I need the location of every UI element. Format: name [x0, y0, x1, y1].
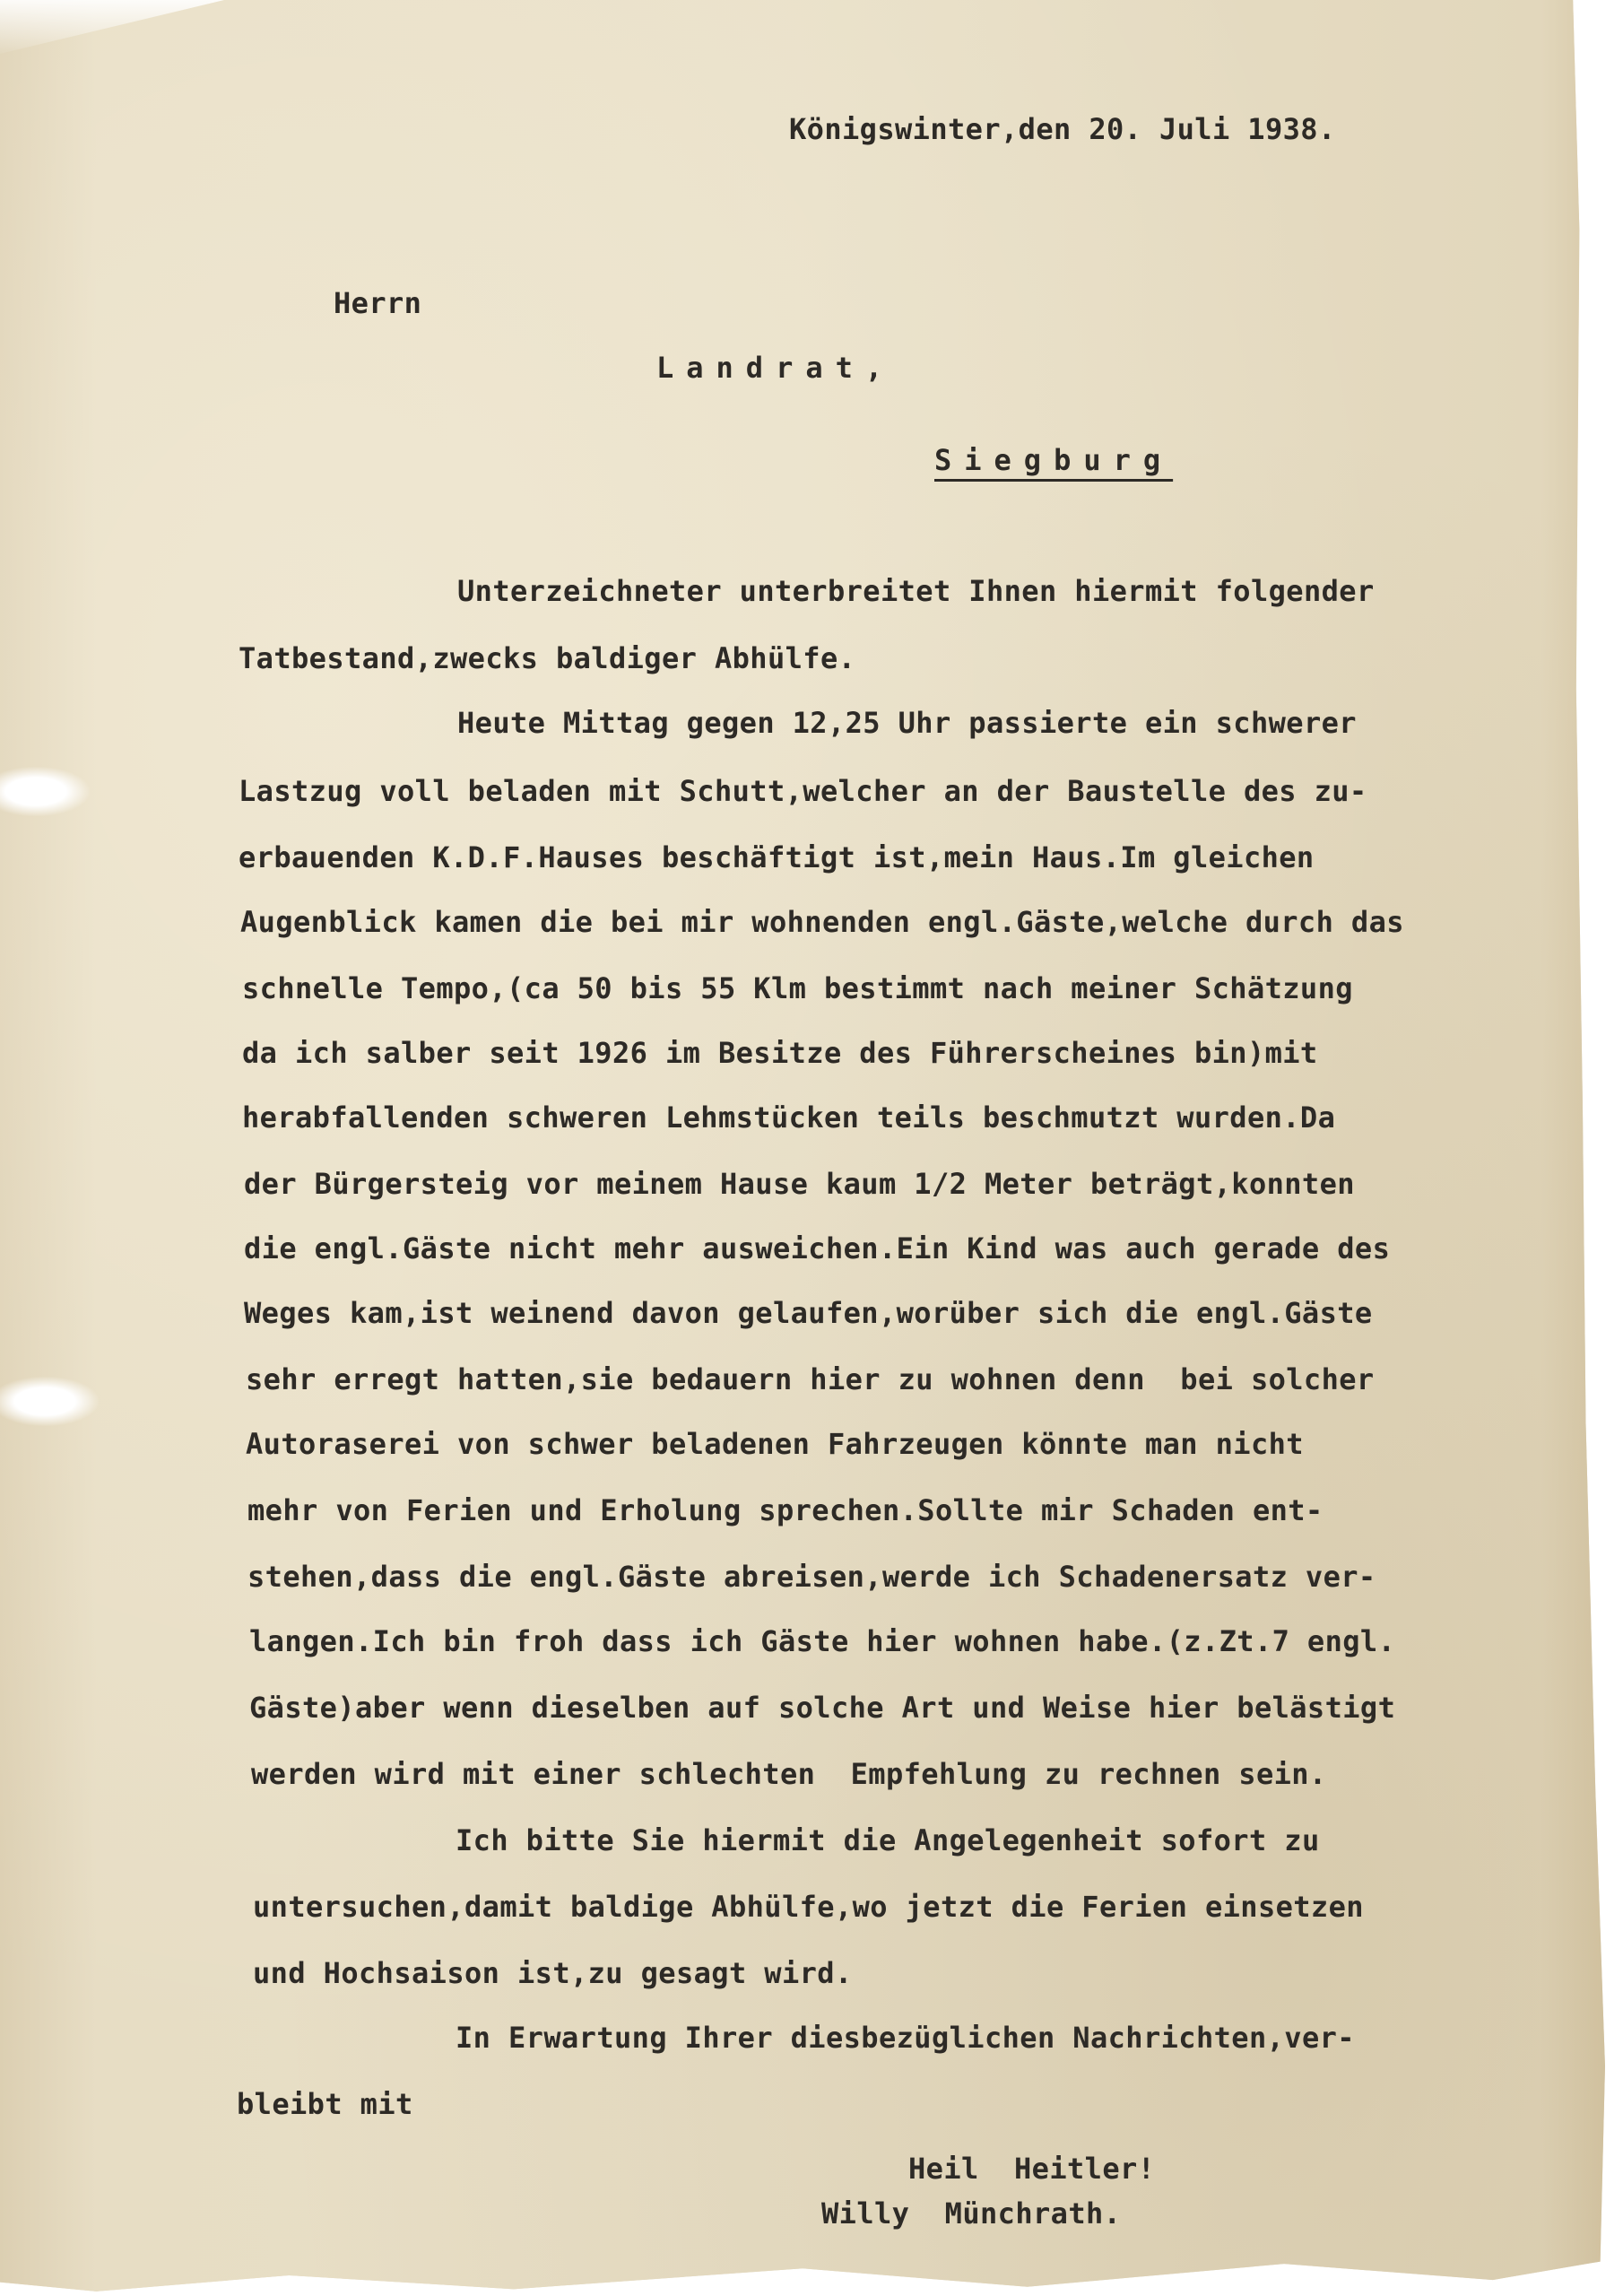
body-line: Lastzug voll beladen mit Schutt,welcher an der Baustelle des zu-: [239, 774, 1367, 808]
body-line: langen.Ich bin froh dass ich Gäste hier wohnen habe.(z.Zt.7 engl.: [249, 1624, 1396, 1658]
body-line: Tatbestand,zwecks baldiger Abhülfe.: [239, 641, 856, 675]
signature: Willy Münchrath.: [821, 2196, 1122, 2231]
body-line: In Erwartung Ihrer diesbezüglichen Nachrichten,ver-: [456, 2021, 1355, 2055]
body-line: da ich salber seit 1926 im Besitze des Führerscheines bin)mit: [242, 1036, 1318, 1070]
body-line: werden wird mit einer schlechten Empfehlung zu rechnen sein.: [251, 1757, 1327, 1791]
body-line: herabfallenden schweren Lehmstücken teils beschmutzt wurden.Da: [242, 1100, 1336, 1135]
body-line: Weges kam,ist weinend davon gelaufen,worüber sich die engl.Gäste: [244, 1296, 1373, 1330]
body-line: untersuchen,damit baldige Abhülfe,wo jetzt die Ferien einsetzen: [253, 1890, 1364, 1924]
body-line: Augenblick kamen die bei mir wohnenden engl.Gäste,welche durch das: [240, 905, 1404, 939]
body-line: Autoraserei von schwer beladenen Fahrzeugen könnte man nicht: [246, 1427, 1304, 1461]
body-line: bleibt mit: [237, 2087, 413, 2121]
body-line: Heute Mittag gegen 12,25 Uhr passierte ein schwerer: [457, 706, 1357, 740]
body-line: Unterzeichneter unterbreitet Ihnen hiermit folgender: [457, 574, 1375, 608]
body-line: Ich bitte Sie hiermit die Angelegenheit sofort zu: [456, 1823, 1320, 1857]
body-line: die engl.Gäste nicht mehr ausweichen.Ein Kind was auch gerade des: [244, 1231, 1391, 1265]
body-line: stehen,dass die engl.Gäste abreisen,werde ich Schadenersatz ver-: [247, 1560, 1376, 1594]
punch-hole-tear-bottom: [0, 1377, 99, 1426]
body-line: der Bürgersteig vor meinem Hause kaum 1/2 Meter beträgt,konnten: [244, 1167, 1355, 1201]
punch-hole-tear-top: [0, 767, 90, 816]
closing: Heil Heitler!: [908, 2152, 1156, 2186]
body-line: erbauenden K.D.F.Hauses beschäftigt ist,mein Haus.Im gleichen: [239, 840, 1315, 874]
body-line: mehr von Ferien und Erholung sprechen.Sollte mir Schaden ent-: [247, 1493, 1324, 1527]
salutation: Herrn: [334, 286, 422, 320]
body-line: und Hochsaison ist,zu gesagt wird.: [253, 1956, 853, 1990]
body-line: sehr erregt hatten,sie bedauern hier zu wohnen denn bei solcher: [246, 1362, 1375, 1396]
date-line: Königswinter,den 20. Juli 1938.: [789, 112, 1336, 146]
body-line: schnelle Tempo,(ca 50 bis 55 Klm bestimmt nach meiner Schätzung: [242, 971, 1353, 1005]
recipient-title: Landrat,: [656, 351, 896, 385]
recipient-city: Siegburg: [934, 443, 1174, 477]
body-line: Gäste)aber wenn dieselben auf solche Art und Weise hier belästigt: [249, 1691, 1396, 1725]
folded-corner: [0, 0, 224, 54]
